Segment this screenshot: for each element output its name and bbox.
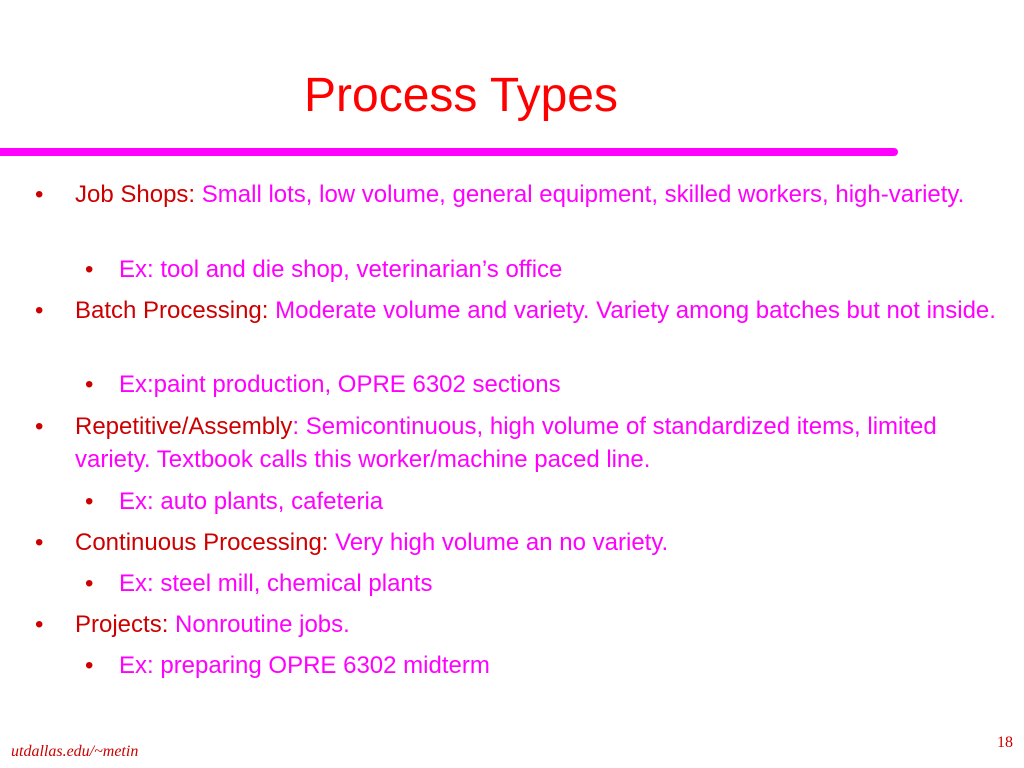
bullet-text bbox=[75, 526, 1010, 559]
bullet-text bbox=[75, 608, 1010, 641]
bullet-term: Repetitive/Assembly bbox=[75, 413, 293, 440]
sub-bullet-item-continuous-processing-example bbox=[85, 567, 1005, 600]
bullet-description: Moderate volume and variety. Variety among batches but not inside. bbox=[268, 297, 996, 324]
slide-title: Process Types bbox=[304, 69, 618, 122]
page-number: 18 bbox=[997, 734, 1013, 751]
bullet-dot-icon: • bbox=[85, 570, 94, 597]
title-underline-rule bbox=[0, 148, 898, 156]
example-text: Ex: tool and die shop, veterinarian’s office bbox=[119, 256, 563, 283]
bullet-text bbox=[75, 410, 1010, 476]
bullet-dot-icon: • bbox=[35, 529, 44, 556]
bullet-description: Very high volume an no variety. bbox=[328, 529, 669, 556]
bullet-dot-icon: • bbox=[35, 181, 44, 208]
example-text: Ex: preparing OPRE 6302 midterm bbox=[119, 652, 490, 679]
bullet-dot-icon: • bbox=[35, 611, 44, 638]
bullet-item-repetitive-assembly bbox=[35, 410, 1010, 476]
bullet-term: Continuous Processing: bbox=[75, 529, 329, 556]
bullet-term: Projects: bbox=[75, 611, 169, 638]
bullet-description: : Semicontinuous, high volume of standardized items, limited variety. Textbook calls this worker/machine paced line. bbox=[75, 413, 937, 473]
bullet-item-projects bbox=[35, 608, 1010, 641]
bullet-dot-icon: • bbox=[85, 371, 94, 398]
bullet-item-continuous-processing bbox=[35, 526, 1010, 559]
sub-bullet-item-batch-processing-example bbox=[85, 368, 1005, 401]
example-text: Ex: steel mill, chemical plants bbox=[119, 570, 433, 597]
sub-bullet-item-job-shops-example bbox=[85, 253, 1005, 286]
bullet-item-job-shops bbox=[35, 178, 1010, 211]
bullet-description: Nonroutine jobs. bbox=[168, 611, 350, 638]
bullet-dot-icon: • bbox=[85, 652, 94, 679]
bullet-term: Batch Processing: bbox=[75, 297, 269, 324]
bullet-text bbox=[75, 178, 1010, 211]
bullet-description: Small lots, low volume, general equipment, skilled workers, high-variety. bbox=[195, 181, 965, 208]
sub-bullet-item-repetitive-assembly-example bbox=[85, 485, 1005, 518]
sub-bullet-item-projects-example bbox=[85, 649, 1005, 682]
bullet-text bbox=[75, 294, 1010, 327]
example-text: Ex: auto plants, cafeteria bbox=[119, 488, 384, 515]
bullet-dot-icon: • bbox=[85, 488, 94, 515]
bullet-dot-icon: • bbox=[35, 413, 44, 440]
bullet-term: Job Shops: bbox=[75, 181, 196, 208]
footer-source: utdallas.edu/~metin bbox=[11, 743, 139, 760]
bullet-item-batch-processing bbox=[35, 294, 1010, 327]
bullet-dot-icon: • bbox=[35, 297, 44, 324]
example-text: Ex:paint production, OPRE 6302 sections bbox=[119, 371, 561, 398]
bullet-dot-icon: • bbox=[85, 256, 94, 283]
